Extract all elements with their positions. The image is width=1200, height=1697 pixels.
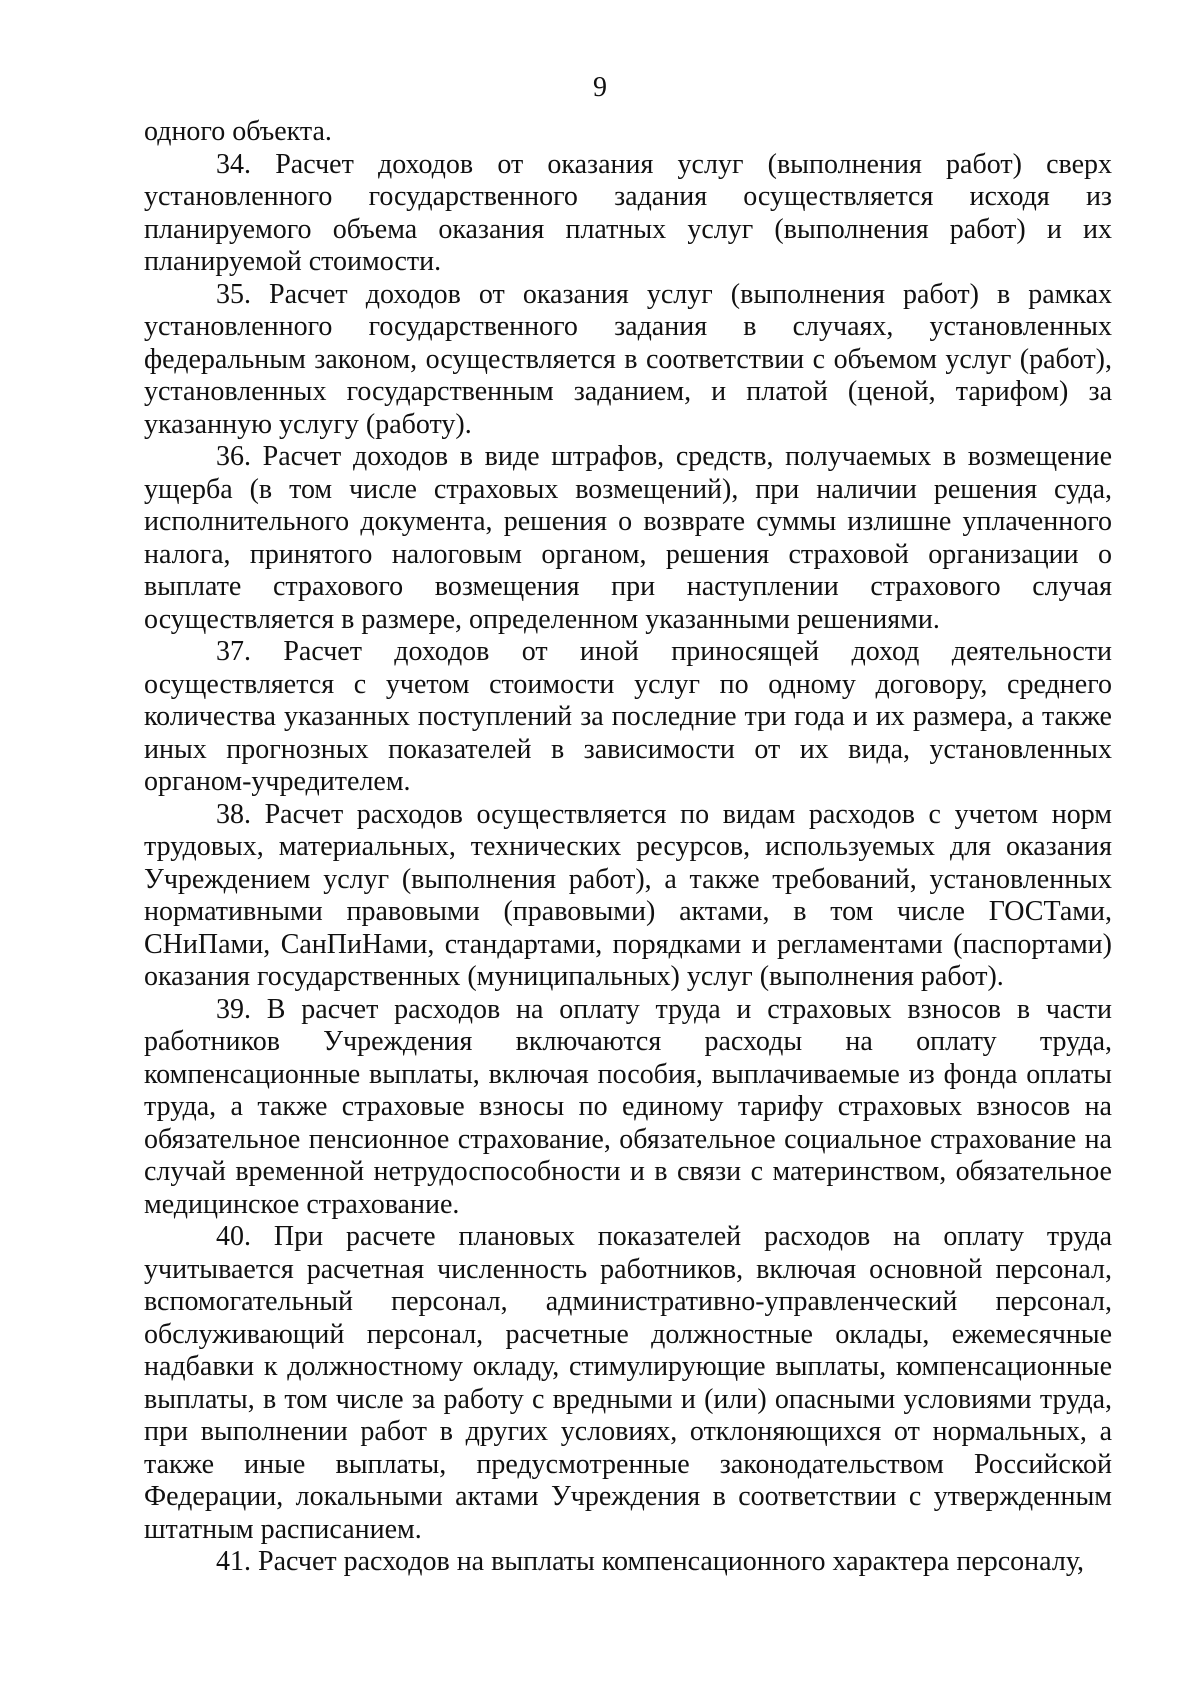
paragraph-continuation: одного объекта.	[144, 116, 332, 147]
document-body	[144, 116, 1112, 1579]
paragraph-41: 41. Расчет расходов на выплаты компенсационного характера персоналу,	[216, 1546, 1085, 1577]
paragraph-34: 34. Расчет доходов от оказания услуг (выполнения работ) сверх установленного государственного задания осуществляется исходя из планируемого объема оказания платных услуг (выполнения работ) и их планируемой стоимости.	[144, 148, 1112, 277]
paragraph-37: 37. Расчет доходов от иной приносящей доход деятельности осуществляется с учетом стоимости услуг по одному договору, среднего количества указанных поступлений за последние три года и их размера, а также иных прогнозных показателей в зависимости от их вида, установленных органом-учредителем.	[144, 636, 1112, 797]
page-number: 9	[593, 72, 607, 103]
paragraph-36: 36. Расчет доходов в виде штрафов, средств, получаемых в возмещение ущерба (в том числе страховых возмещений), при наличии решения суда, исполнительного документа, решения о возврате суммы излишне уплаченного налога, принятого налоговым органом, решения страховой организации о выплате страхового возмещения при наступлении страхового случая осуществляется в размере, определенном указанными решениями.	[144, 441, 1112, 635]
paragraph-38: 38. Расчет расходов осуществляется по видам расходов с учетом норм трудовых, материальных, технических ресурсов, используемых для оказания Учреждением услуг (выполнения работ), а также требований, установленных нормативными правовыми (правовыми) актами, в том числе ГОСТами, СНиПами, СанПиНами, стандартами, порядками и регламентами (паспортами) оказания государственных (муниципальных) услуг (выполнения работ).	[144, 798, 1112, 992]
paragraph-39: 39. В расчет расходов на оплату труда и страховых взносов в части работников Учреждения включаются расходы на оплату труда, компенсационные выплаты, включая пособия, выплачиваемые из фонда оплаты труда, а также страховые взносы по единому тарифу страховых взносов на обязательное пенсионное страхование, обязательное социальное страхование на случай временной нетрудоспособности и в связи с материнством, обязательное медицинское страхование.	[144, 993, 1112, 1220]
paragraph-40: 40. При расчете плановых показателей расходов на оплату труда учитывается расчетная численность работников, включая основной персонал, вспомогательный персонал, административно-управленческий персонал, обслуживающий персонал, расчетные должностные оклады, ежемесячные надбавки к должностному окладу, стимулирующие выплаты, компенсационные выплаты, в том числе за работу с вредными и (или) опасными условиями труда, при выполнении работ в других условиях, отклоняющихся от нормальных, а также иные выплаты, предусмотренные законодательством Российской Федерации, локальными актами Учреждения в соответствии с утвержденным штатным расписанием.	[144, 1221, 1112, 1545]
paragraph-35: 35. Расчет доходов от оказания услуг (выполнения работ) в рамках установленного государственного задания в случаях, установленных федеральным законом, осуществляется в соответствии с объемом услуг (работ), установленных государственным заданием, и платой (ценой, тарифом) за указанную услугу (работу).	[144, 278, 1112, 440]
